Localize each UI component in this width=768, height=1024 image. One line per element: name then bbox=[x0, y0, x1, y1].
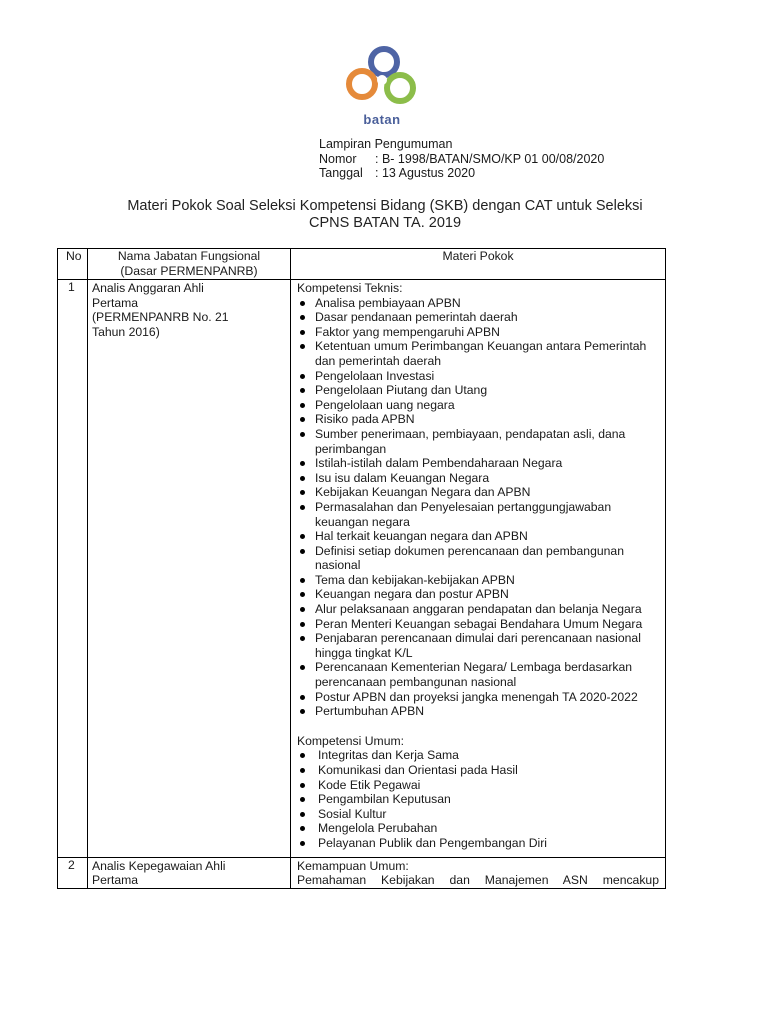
table-row bbox=[58, 857, 666, 888]
section-title: Kompetensi Umum: bbox=[297, 733, 405, 748]
list-item: Definisi setiap dokumen perencanaan dan pembangunan nasional bbox=[297, 544, 659, 573]
row-materi bbox=[291, 280, 666, 858]
header-nama bbox=[88, 249, 291, 280]
announcement-meta bbox=[319, 137, 604, 181]
list-item: Postur APBN dan proyeksi jangka menengah TA 2020-2022 bbox=[297, 690, 659, 705]
meta-tanggal bbox=[319, 166, 604, 181]
list-item: Analisa pembiayaan APBN bbox=[297, 296, 659, 311]
row-number: 2 bbox=[58, 857, 88, 888]
document-title bbox=[80, 198, 690, 232]
tanggal-label: Tanggal bbox=[319, 166, 363, 180]
list-item: Tema dan kebijakan-kebijakan APBN bbox=[297, 573, 659, 588]
list-item: Perencanaan Kementerian Negara/ Lembaga berdasarkan perencanaan pembangunan nasional bbox=[297, 660, 659, 689]
jabatan-line: (PERMENPANRB No. 21 bbox=[92, 310, 229, 325]
materi-text: Pemahaman Kebijakan dan Manajemen ASN mencakup bbox=[297, 873, 659, 888]
list-item: Istilah-istilah dalam Pembendaharaan Negara bbox=[297, 456, 659, 471]
list-item: Penjabaran perencanaan dimulai dari perencanaan nasional hingga tingkat K/L bbox=[297, 631, 659, 660]
row-jabatan bbox=[88, 280, 291, 858]
section-gap bbox=[297, 719, 659, 734]
kompetensi-umum-list bbox=[297, 748, 659, 850]
header-no: No bbox=[58, 249, 88, 280]
header-materi: Materi Pokok bbox=[291, 249, 666, 280]
jabatan-line: Tahun 2016) bbox=[92, 324, 160, 339]
list-item: Mengelola Perubahan bbox=[297, 821, 659, 836]
meta-heading: Lampiran Pengumuman bbox=[319, 137, 453, 151]
jabatan-line: Analis Anggaran Ahli bbox=[92, 281, 204, 295]
list-item: Kode Etik Pegawai bbox=[297, 778, 659, 793]
list-item: Faktor yang mempengaruhi APBN bbox=[297, 325, 659, 340]
list-item: Pelayanan Publik dan Pengembangan Diri bbox=[297, 836, 659, 851]
jabatan-line: Pertama bbox=[92, 295, 139, 310]
title-line-1: Materi Pokok Soal Seleksi Kompetensi Bidang (SKB) dengan CAT untuk Seleksi bbox=[127, 198, 643, 214]
table-header-row bbox=[58, 249, 666, 280]
list-item: Komunikasi dan Orientasi pada Hasil bbox=[297, 763, 659, 778]
list-item: Sumber penerimaan, pembiayaan, pendapatan asli, dana perimbangan bbox=[297, 427, 659, 456]
list-item: Pengelolaan Investasi bbox=[297, 369, 659, 384]
list-item: Alur pelaksanaan anggaran pendapatan dan belanja Negara bbox=[297, 602, 659, 617]
list-item: Hal terkait keuangan negara dan APBN bbox=[297, 529, 659, 544]
meta-nomor bbox=[319, 152, 604, 167]
list-item: Ketentuan umum Perimbangan Keuangan antara Pemerintah dan pemerintah daerah bbox=[297, 339, 659, 368]
jabatan-line: Analis Kepegawaian Ahli bbox=[92, 858, 226, 873]
kompetensi-teknis-list bbox=[297, 296, 659, 719]
section-title: Kompetensi Teknis: bbox=[297, 281, 403, 295]
cell-bottom-space bbox=[297, 851, 659, 857]
list-item: Sosial Kultur bbox=[297, 807, 659, 822]
list-item: Kebijakan Keuangan Negara dan APBN bbox=[297, 485, 659, 500]
row-number: 1 bbox=[58, 280, 88, 858]
list-item: Permasalahan dan Penyelesaian pertanggungjawaban keuangan negara bbox=[297, 500, 659, 529]
list-item: Pengelolaan Piutang dan Utang bbox=[297, 383, 659, 398]
logo-text: batan bbox=[363, 112, 401, 127]
row-materi bbox=[291, 857, 666, 888]
jabatan-line: Pertama bbox=[92, 873, 139, 888]
title-line-2: CPNS BATAN TA. 2019 bbox=[308, 215, 462, 231]
row-jabatan bbox=[88, 857, 291, 888]
list-item: Risiko pada APBN bbox=[297, 412, 659, 427]
materi-table bbox=[57, 248, 666, 889]
batan-logo-mark bbox=[340, 40, 424, 112]
list-item: Pengambilan Keputusan bbox=[297, 792, 659, 807]
header-nama-line-2: (Dasar PERMENPANRB) bbox=[120, 263, 258, 278]
list-item: Peran Menteri Keuangan sebagai Bendahara Umum Negara bbox=[297, 617, 659, 632]
nomor-value: : B- 1998/BATAN/SMO/KP 01 00/08/2020 bbox=[375, 151, 605, 166]
list-item: Pengelolaan uang negara bbox=[297, 398, 659, 413]
tanggal-value: : 13 Agustus 2020 bbox=[375, 166, 476, 180]
list-item: Pertumbuhan APBN bbox=[297, 704, 659, 719]
list-item: Isu isu dalam Keuangan Negara bbox=[297, 471, 659, 486]
list-item: Dasar pendanaan pemerintah daerah bbox=[297, 310, 659, 325]
section-title: Kemampuan Umum: bbox=[297, 858, 409, 873]
list-item: Integritas dan Kerja Sama bbox=[297, 748, 659, 763]
nomor-label: Nomor bbox=[319, 151, 357, 166]
header-nama-line-1: Nama Jabatan Fungsional bbox=[117, 249, 261, 263]
batan-logo bbox=[340, 40, 424, 130]
table-row bbox=[58, 280, 666, 858]
list-item: Keuangan negara dan postur APBN bbox=[297, 587, 659, 602]
